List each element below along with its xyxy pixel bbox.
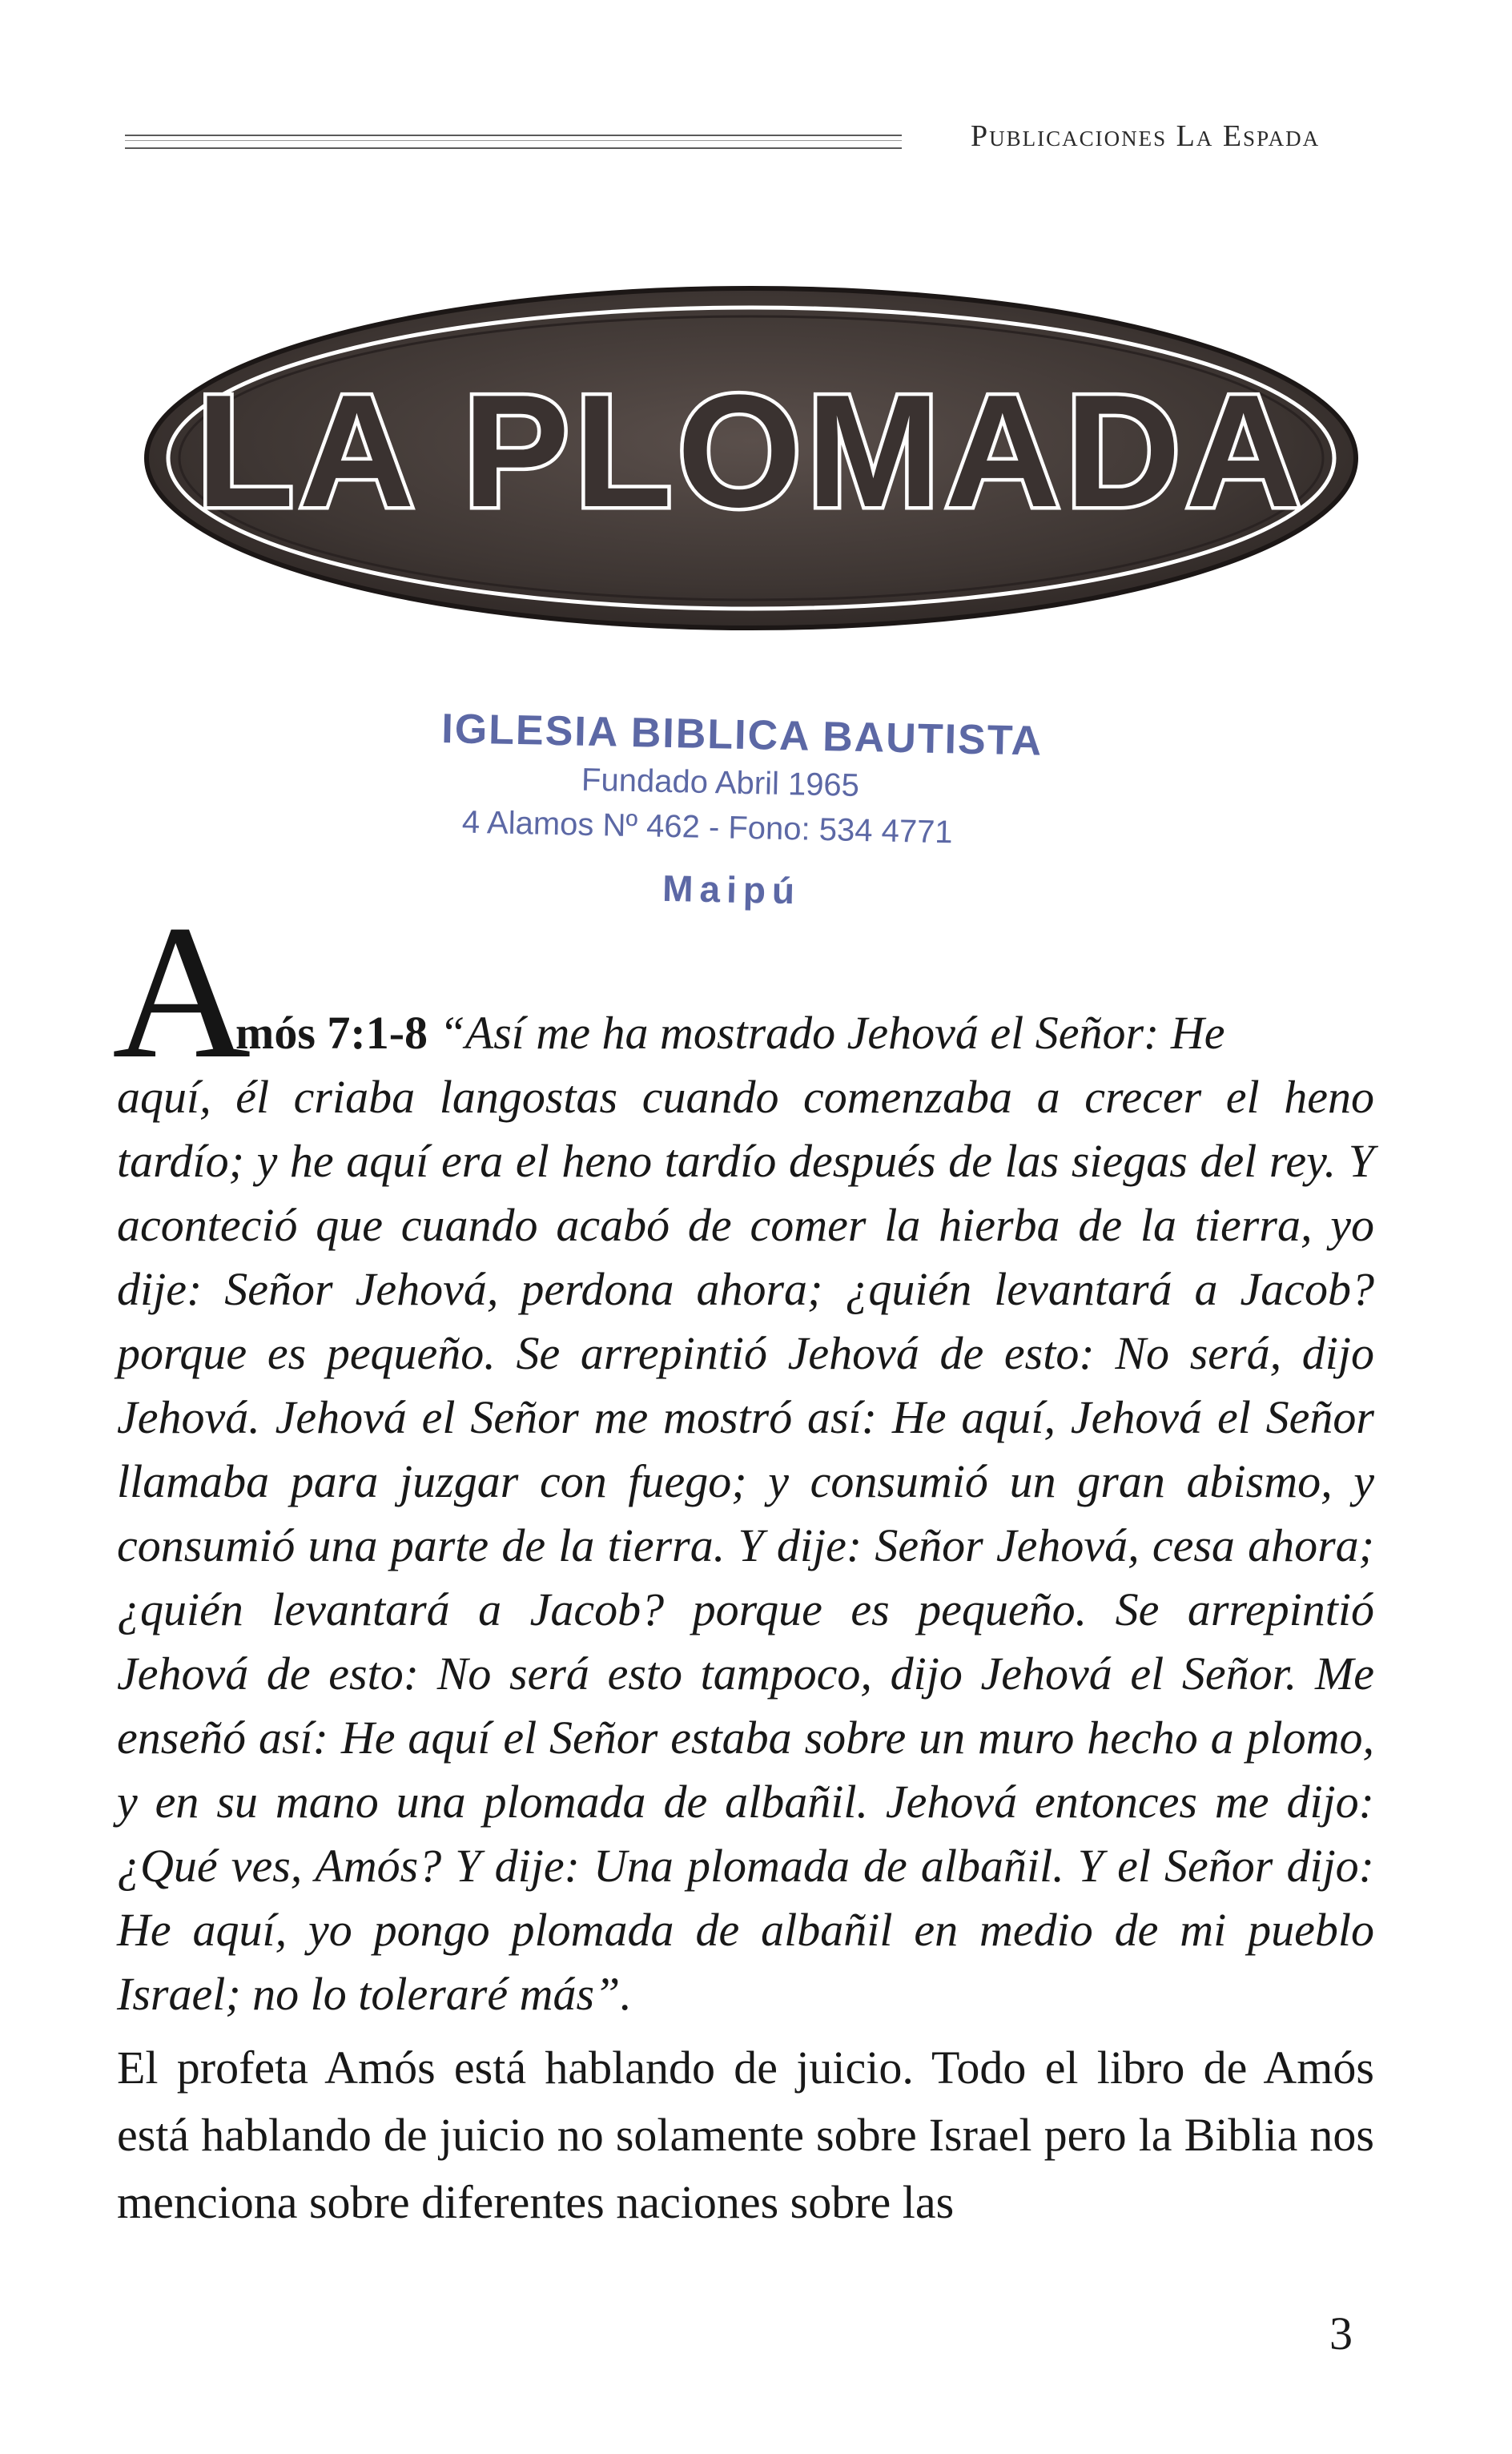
verse-reference: mós 7:1-8 xyxy=(235,1007,428,1059)
publisher-header: Publicaciones La Espada xyxy=(971,119,1321,153)
stamp-founded: Fundado Abril 1965 xyxy=(581,762,860,803)
verse-first-line xyxy=(117,1001,1374,1065)
title-oval-graphic xyxy=(141,282,1361,634)
scripture-passage xyxy=(117,1001,1374,2026)
church-stamp xyxy=(437,705,1083,951)
stamp-address: 4 Alamos Nº 462 - Fono: 534 4771 xyxy=(461,804,954,851)
verse-opening: “Así me ha mostrado Jehová el Señor: He xyxy=(428,1007,1225,1059)
header-rule xyxy=(125,135,902,149)
verse-text: aquí, él criaba langostas cuando comenzaba a crecer el heno tardío; y he aquí era el heno tardío después de las siegas del rey. Y aconteció que cuando acabó de comer la hierba de la tierra, yo dije: Señor Jehová, perdona ahora; ¿quién levantará a Jacob? porque es pequeño. Se arrepintió Jehová de esto: No será, dijo Jehová. Jehová el Señor me mostró así: He aquí, Jehová el Señor llamaba para juzgar con fuego; y consumió un gran abismo, y consumió una parte de la tierra. Y dije: Señor Jehová, cesa ahora; ¿quién levantará a Jacob? porque es pequeño. Se arrepintió Jehová de esto: No será esto tampoco, dijo Jehová el Señor. Me enseñó así: He aquí el Señor estaba sobre un muro hecho a plomo, y en su mano una plomada de albañil. Jehová entonces me dijo: ¿Qué ves, Amós? Y dije: Una plomada de albañil. Y el Señor dijo: He aquí, yo pongo plomada de albañil en medio de mi pueblo Israel; no lo toleraré más”. xyxy=(117,1071,1374,2020)
drop-cap: A xyxy=(112,885,251,1098)
page-number: 3 xyxy=(1329,2307,1353,2359)
stamp-church-name: IGLESIA BIBLICA BAUTISTA xyxy=(440,705,1044,765)
body-paragraph: El profeta Amós está hablando de juicio. Todo el libro de Amós está hablando de juicio no solamente sobre Israel pero la Biblia nos menciona sobre diferentes naciones sobre las xyxy=(117,2042,1374,2228)
title-banner xyxy=(141,282,1361,634)
stamp-city: Maipú xyxy=(662,867,802,912)
title-text: LA PLOMADA xyxy=(196,362,1306,541)
